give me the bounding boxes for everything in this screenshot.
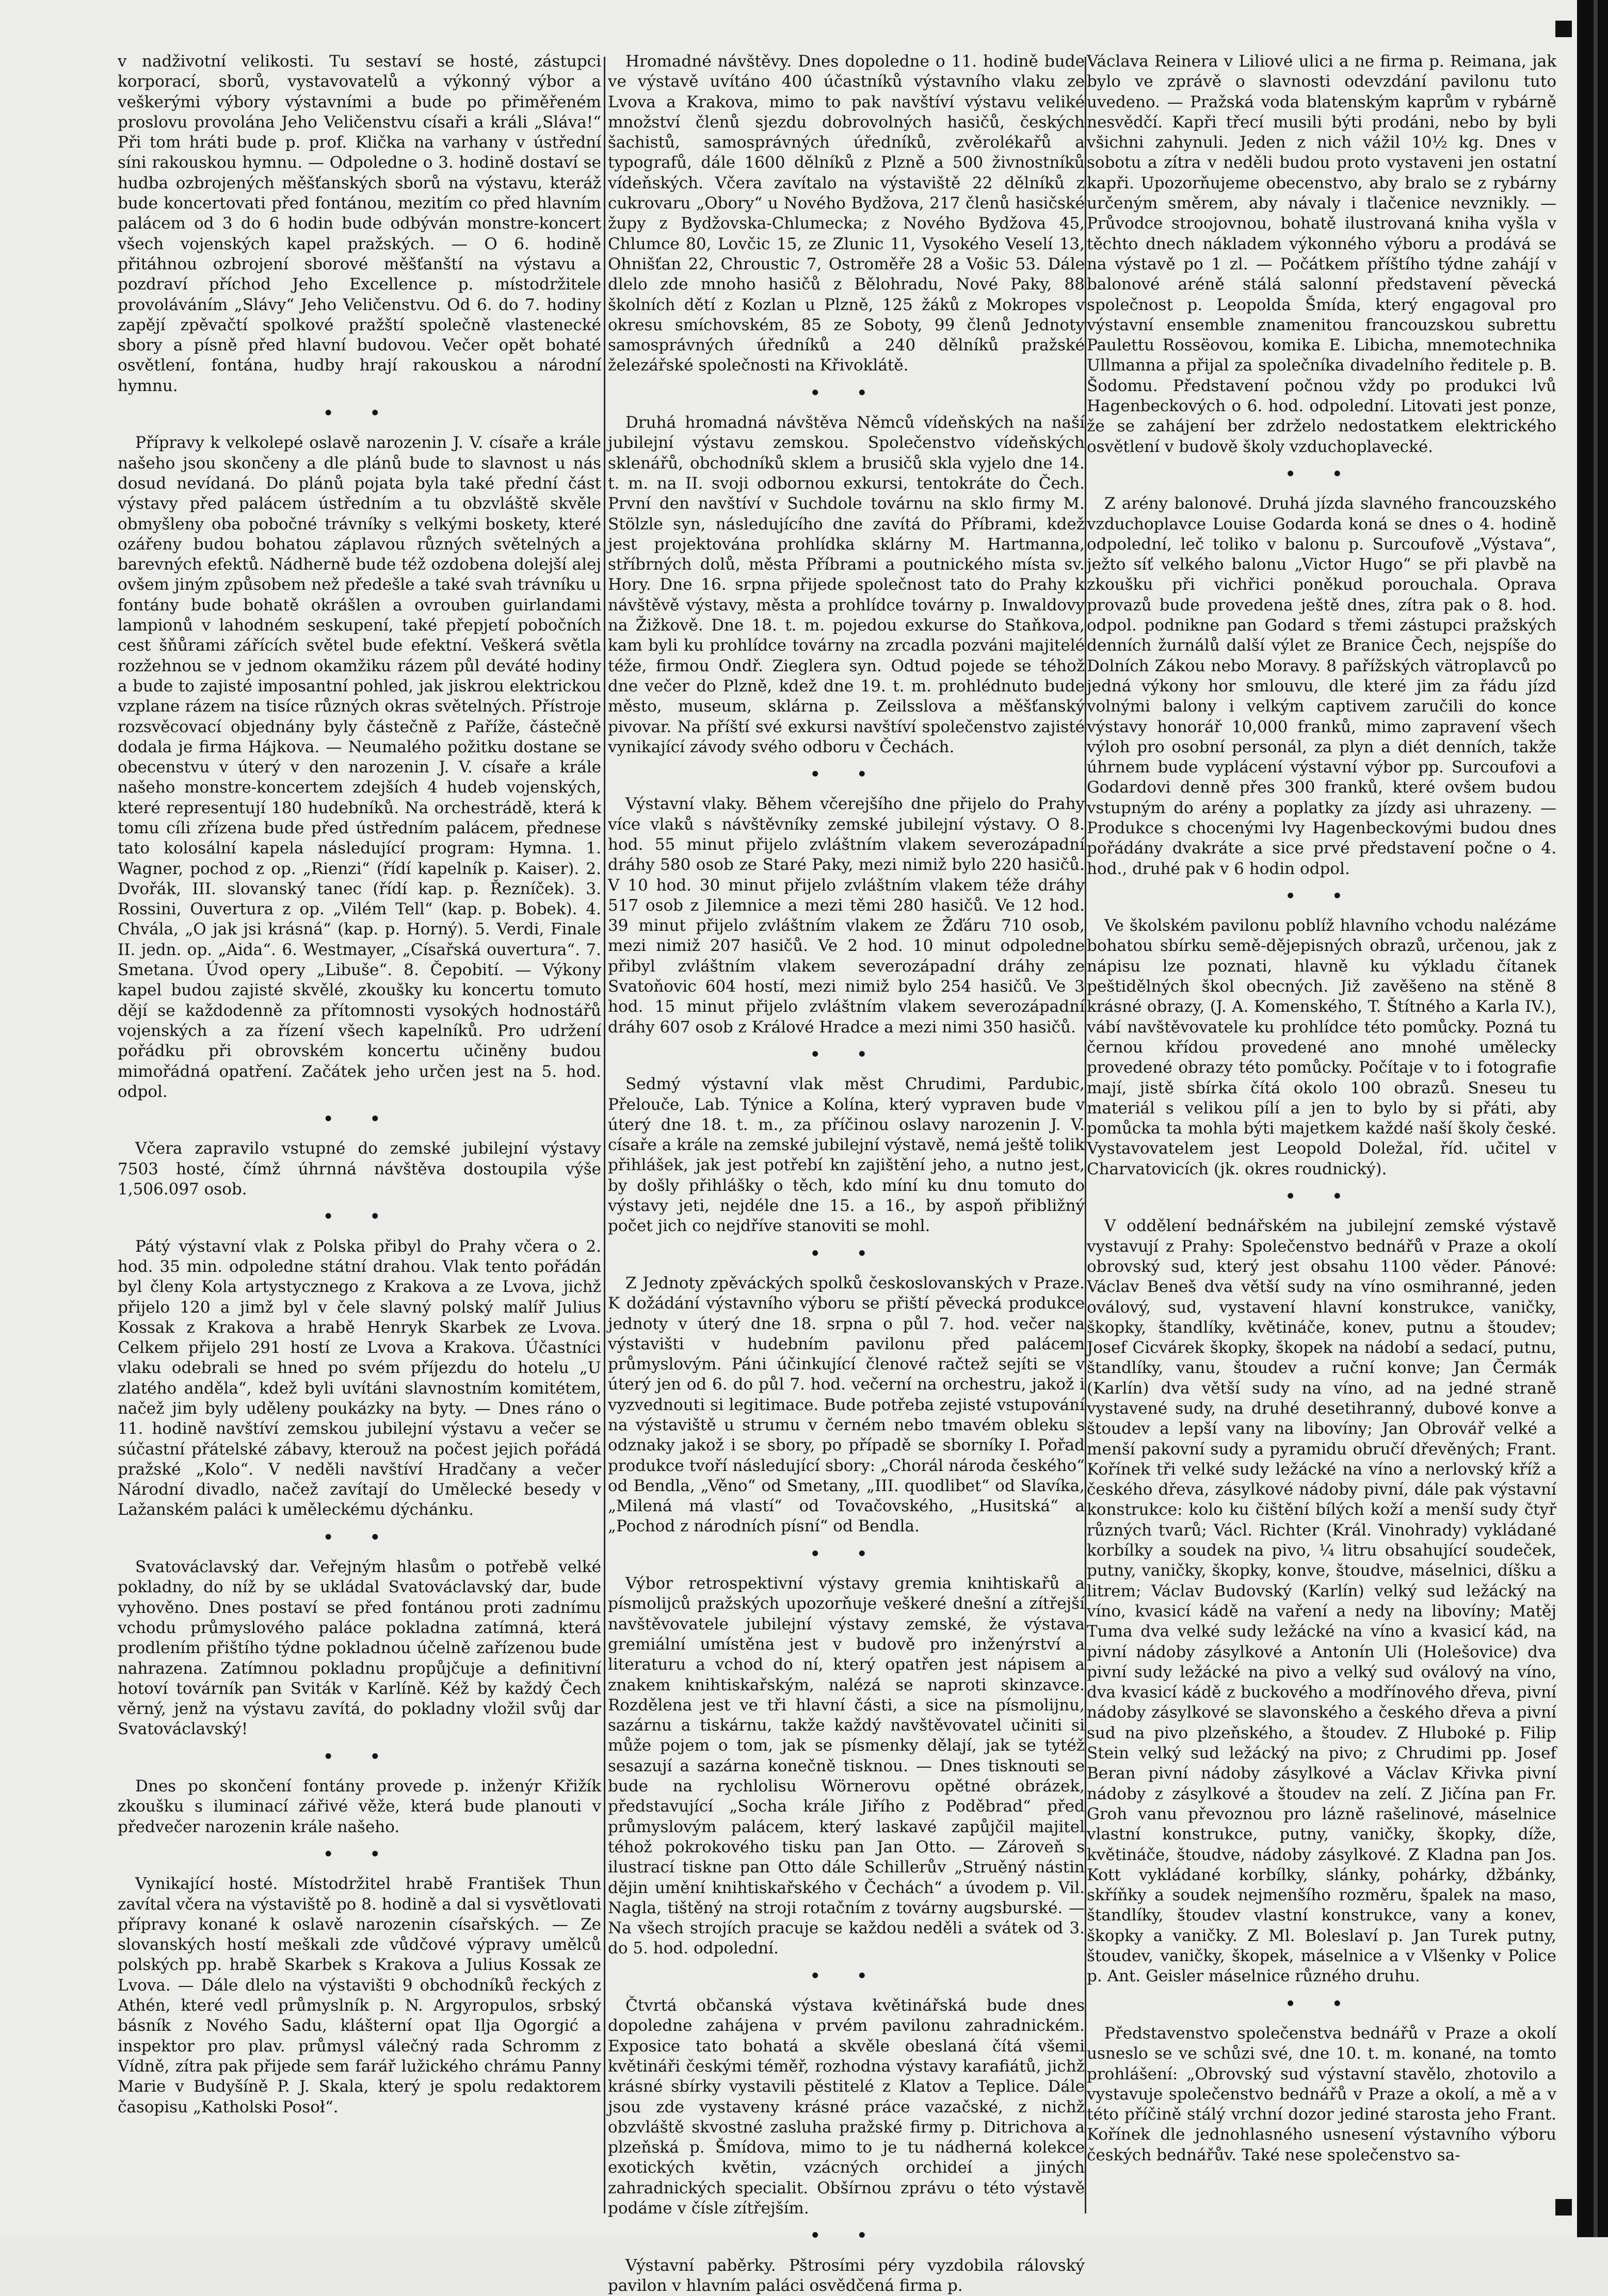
article-paragraph: Včera zapravilo vstupné do zemské jubilejní výstavy 7503 hosté, čímž úhrnná návštěva dostoupila výše 1,506.097 osob.	[118, 1139, 601, 1199]
section-divider: • •	[1285, 886, 1358, 906]
section-divider: • •	[323, 404, 396, 423]
section-divider: • •	[323, 1207, 396, 1226]
article-paragraph: Výstavní paběrky. Pštrosími péry vyzdobila rálovský pavilon v hlavním paláci osvědčená firma p.	[608, 2256, 1085, 2295]
section-divider: • •	[810, 383, 883, 402]
article-paragraph: Sedmý výstavní vlak měst Chrudimi, Pardubic, Přelouče, Lab. Týnice a Kolína, který vypraven bude v úterý dne 18. t. m., za příčinou oslavy narozenin J. V. císaře a krále na zemské jubilejní výstavě, nemá ještě tolik přihlášek, jak jest potřebí kn zajištění jeho, a nutno jest, by došly přihlášky o těch, kdo míní ku dnu tomuto do výstavy jeti, nejdéle dne 15. a 16., by aspoň přibližný počet jich co nejdříve stanoviti se mohl.	[608, 1075, 1085, 1236]
article-paragraph: Přípravy k velkolepé oslavě narozenin J. V. císaře a krále našeho jsou skončeny a dle plánů bude to slavnost u nás dosud nevídaná. Do plánů pojata byla také přední část výstavy před palácem ústředním a tu obzvláště skvěle obmyšleny oba pobočné trávníky s velkými boskety, které ozářeny budou bohatou záplavou různých světelných a barevných efektů. Nádherně bude též ozdobena dolejší alej ovšem jiným způsobem než předešle a také svah trávníku u fontány bude bohatě okrášlen a ovrouben guirlandami lampionů v lahodném seskupení, také přepjetí pobočních cest šňůrami zářících světel bude efektní. Veškerá světla rozžehnou se v jednom okamžiku rázem půl deváté hodiny a bude to zajisté imposantní pohled, jak jiskrou elektrickou vzplane rázem na tisíce různých okras světelných. Přístroje rozsvěcovací objednány byly částečně z Paříže, částečně dodala je firma Hájkova. — Neumalého požitku dostane se obecenstvu v úterý v den narozenin J. V. císaře a krále našeho monstre-koncertem zdejších 4 hudeb vojenských, které representují 180 hudebníků. Na orchestrádě, která k tomu cíli zřízena bude před ústředním palácem, přednese tato kolosální kapela následující program: Hymna. 1. Wagner, pochod z op. „Rienzi“ (řídí kapelník p. Kaiser). 2. Dvořák, III. slovanský tanec (řídí kap. p. Řezníček). 3. Rossini, Ouvertura z op. „Vilém Tell“ (kap. p. Bobek). 4. Chvála, „O jak jsi krásná“ (kap. p. Horný). 5. Verdi, Finale II. jedn. op. „Aida“. 6. Westmayer, „Císařská ouvertura“. 7. Smetana. Úvod opery „Libuše“. 8. Čepobití. — Výkony kapel budou zajisté skvělé, zkoušky ku koncertu tomuto dějí se každodenně za přítomnosti vysokých hodnostářů vojenských a za řízení všech kapelníků. Pro udržení pořádku při obrovském koncertu učiněny budou mimořádná opatření. Začátek jeho určen jest na 5. hod. odpol.	[118, 433, 601, 1101]
article-paragraph: Výbor retrospektivní výstavy gremia knihtiskařů a písmolijců pražských upozorňuje veškeré dnešní a zítřejší navštěvovatele jubilejní výstavy zemské, že výstava gremiální umístěna jest v budově pro inženýrství a literaturu a vchod do ní, který opatřen jest nápisem a znakem knihtiskařským, nalézá se naproti skinzavce. Rozdělena jest ve tři hlavní části, a sice na písmolijnu, sazárnu a tiskárnu, takže každý navštěvovatel učiniti si může pojem o tom, jak se písmenky dělají, jak se tytéž sesazují a sazárna konečně tisknou. — Dnes tisknouti se bude na rychlolisu Wörnerovu opětné obrázek, představující „Socha krále Jiřího z Poděbrad“ před průmyslovým palácem, který laskavé zapůjčil majitel téhož pokrokového tisku pan Jan Otto. — Zároveň s ilustrací tiskne pan Otto dále Schillerův „Struěný nástin dějin umění knihtiskařského v Čechách“ a úvodem p. Vil. Nagla, tištěný na stroji rotačním z továrny augsburské. — Na všech strojích pracuje se každou neděli a svátek od 3. do 5. hod. odpolední.	[608, 1574, 1085, 1958]
section-divider: • •	[810, 1544, 883, 1563]
section-divider: • •	[810, 1045, 883, 1064]
column-3	[1087, 52, 1556, 2211]
article-paragraph: Svatováclavský dar. Veřejným hlasům o potřebě velké pokladny, do níž by se ukládal Svatováclavský dar, bude vyhověno. Dnes postaví se před fontánou proti zadnímu vchodu průmyslového paláce pokladna zatímná, která prodlením přištího týdne pokladnou účelně zařízenou bude nahrazena. Zatímnou pokladnu propůjčuje a definitivní hotoví továrník pan Sviták v Karlíně. Kéž by každý Čech věrný, jenž na výstavu zavítá, do pokladny vložil svůj dar Svatováclavský!	[118, 1558, 601, 1739]
scan-marker	[1555, 2199, 1572, 2216]
scan-edge-line	[1594, 0, 1598, 2237]
article-paragraph: Z Jednoty zpěváckých spolků českoslovanských v Praze. K dožádání výstavního výboru se přiští pěvecká produkce jednoty v úterý dne 18. srpna o půl 7. hod. večer na výstavišti v hudebním pavilonu před palácem průmyslovým. Páni účinkující členové račtež sejíti se v úterý jen od 6. do půl 7. hod. večerní na orchestru, jakož i vyzvednouti si legitimace. Bude potřeba zejisté vstupování na výstaviště u strumu v černém nebo tmavém obleku s odznaky jakož i se sbory, po případě se sborníky I. Pořad produkce tvoří následující sbory: „Chorál národa českého“ od Bendla, „Věno“ od Smetany, „III. quodlibet“ od Slavíka, „Milená má vlastí“ od Tovačovského, „Husitská“ a „Pochod z národních písní“ od Bendla.	[608, 1273, 1085, 1536]
section-divider: • •	[810, 765, 883, 784]
article-paragraph: Ve školském pavilonu poblíž hlavního vchodu nalézáme bohatou sbírku semě-dějepisných obrazů, určenou, jak z nápisu lze poznati, hlavně ku výkladu čítanek peštidělných škol obecných. Již zavěšeno na stěně 8 krásné obrazy, (J. A. Komenského, T. Štítného a Karla IV.), vábí navštěvovatele ku prohlídce této pomůcky. Pozná tu černou křídou provedené ano mnohé umělecky provedené obrazy této pomůcky. Počítaje v to i fotografie mají, jistě sbírka čítá okolo 100 obrazů. Sneseu tu materiál s velikou pílí a jen to bylo by si přáti, aby pomůcka ta mohla býti majetkem každé naší školy české. Vystavovatelem jest Leopold Doležal, říd. učitel v Charvatovicích (jk. okres roudnický).	[1087, 916, 1556, 1178]
column-1	[118, 52, 601, 2211]
section-divider: • •	[810, 1244, 883, 1263]
section-divider: • •	[810, 1966, 883, 1985]
scan-edge	[1577, 0, 1608, 2237]
article-paragraph: Pátý výstavní vlak z Polska přibyl do Prahy včera o 2. hod. 35 min. odpoledne státní drahou. Vlak tento pořádán byl členy Kola artystycznego z Krakova a ze Lvova, jichž přijelo 120 a jimž byl v čele slavný polský malíř Julius Kossak z Krakova a hrabě Henryk Skarbek ze Lvova. Celkem přijelo 291 hostí ze Lvova a Krakova. Účastníci vlaku odebrali se hned po svém příjezdu do hotelu „U zlatého anděla“, kdež byli uvítáni slavnostním komitétem, načež jim byly uděleny poukázky na byty. — Dnes ráno o 11. hodině navštíví zemskou jubilejní výstavu a večer se súčastní přátelské zábavy, kterouž na počest jejich pořádá pražské „Kolo“. V neděli navštíví Hradčany a večer Národní divadlo, načež zavítají do Umělecké besedy v Lažanském paláci k uměleckému dýchánku.	[118, 1237, 601, 1519]
section-divider: • •	[1285, 1187, 1358, 1206]
scan-marker	[1555, 21, 1572, 37]
section-divider: • •	[1285, 464, 1358, 483]
article-paragraph: v nadživotní velikosti. Tu sestaví se hosté, zástupci korporací, sborů, vystavovatelů a výkonný výbor a veškerými výbory výstavními a bude po přiměřeném proslovu provolána Jeho Veličenstvu císaři a králi „Sláva!“ Při tom hráti bude p. prof. Klička na varhany v ústřední síni rakouskou hymnu. — Odpoledne o 3. hodině dostaví se hudba ozbrojených měšťanských sborů na výstavu, kteráž bude koncertovati před fontánou, mezitím co před hlavním palácem od 3 do 6 hodin bude odbýván monstre-koncert všech vojenských kapel pražských. — O 6. hodině přitáhnou ozbrojení sborové měšťanští na výstavu a pozdraví příchod Jeho Excellence p. místodržitele provoláváním „Slávy“ Jeho Veličenstvu. Od 6. do 7. hodiny zapějí zpěvačtí spolkové pražští společně vlastenecké sbory a písně před hlavní budovou. Večer opět bohaté osvětlení, fontána, hudby hrají rakouskou a národní hymnu.	[118, 52, 601, 395]
section-divider: • •	[810, 2226, 883, 2245]
section-divider: • •	[323, 1845, 396, 1864]
article-paragraph: Hromadné návštěvy. Dnes dopoledne o 11. hodině bude ve výstavě uvítáno 400 účastníků výstavního vlaku ze Lvova a Krakova, mimo to pak navštíví výstavu veliké množství členů sjezdu dobrovolných hasičů, českých šachistů, samosprávných úředníků, zvěrolékařů a typografů, dále 1600 dělníků z Plzně a 500 živnostníků vídeňských. Včera zavítalo na výstaviště 22 dělníků z cukrovaru „Obory“ u Nového Bydžova, 217 členů hasičské župy z Bydžovska-Chlumecka; z Nového Bydžova 45, Chlumce 80, Lovčic 15, ze Zlunic 11, Vysokého Veselí 13, Ohnišťan 22, Chroustic 7, Ostroměře 28 a Vošic 53. Dále dlelo zde mnoho hasičů z Bělohradu, Nové Paky, 88 školních dětí z Kozlan u Plzně, 125 žáků z Mokropes v okresu smíchovském, 85 ze Soboty, 99 členů Jednoty samosprávných úředníků a 240 dělníků pražské železářské společnosti na Křivoklátě.	[608, 52, 1085, 375]
column-rule	[604, 57, 605, 2213]
article-paragraph: V oddělení bednářském na jubilejní zemské výstavě vystavují z Prahy: Společenstvo bednářů v Praze a okolí obrovský sud, který jest obsahu 1100 věder. Pánové: Václav Beneš dva větší sudy na víno osmihranné, jeden oválový, sud, vystavení hlavní konstrukce, vaničky, škopky, štandlíky, květináče, konev, putnu a štoudev; Josef Cicvárek škopky, škopek na nádobí a sedací, putnu, štandlíky, vanu, štoudev a ruční konve; Jan Čermák (Karlín) dva větší sudy na víno, ad na jedné straně vystavené sudy, na druhé desetihranný, dubové konve a štoudev a lepší vany na libovíny; Jan Obrovář velké a menší pakovní sudy a pyramidu obručí dřevěných; Frant. Kořínek tři velké sudy ležácké na víno a nerlovský kříž a českého dřeva, zásylkové nádoby pivní, dále pak výstavní konstrukce: kolo ku čištění bílých koží a menší sudy čtyř různých tvarů; Václ. Richter (Král. Vinohrady) vykládané korbílky a soudek na pivo, ¼ litru obsahující soudeček, putny, vaničky, škopky, konve, štoudve, máselnici, díšku a litrem; Václav Budovský (Karlín) velký sud ležácký na víno, kvasicí kádě na vaření a nedy na libovíny; Matěj Tuma dva velké sudy ležácké na víno a kvasicí kád, na pivní nádoby zásylkové a Antonín Uli (Holešovice) dva pivní sudy ležácké na pivo a velký sud oválový na víno, dva kvasicí kádě z buckového a modřínového dřeva, pivní nádoby zásylkové se slavonského a českého dřeva a pivní sud na pivo plzeňského, a štoudev. Z Hluboké p. Filip Stein velký sud ležácký na pivo; z Chrudimi pp. Josef Beran pivní nádoby zásylkové a Václav Křivka pivní nádoby z zásylkové a štoudev na zelí. Z Jičína pan Fr. Groh vanu převoznou pro lázně rašelinové, máselnice vlastní konstrukce, putny, vaničky, škopky, díže, květináče, štoudve, nádoby zásylkové. Z Kladna pan Jos. Kott vykládané korbílky, slánky, pohárky, džbánky, skříňky a soudek nejmenšího rozměru, špalek na maso, štandlíky, štoudev vlastní konstrukce, vany a konev, škopky a vaničky. Z Ml. Boleslaví p. Jan Turek putny, štoudev, vaničky, škopek, máselnice a v Vlšenky v Police p. Ant. Geisler máselnice různého druhu.	[1087, 1217, 1556, 1986]
column-rule	[1085, 57, 1086, 2213]
section-divider: • •	[323, 1528, 396, 1547]
section-divider: • •	[1285, 1994, 1358, 2013]
column-2	[608, 52, 1085, 2295]
article-paragraph: Čtvrtá občanská výstava květinářská bude dnes dopoledne zahájena v prvém pavilonu zahradnickém. Exposice tato bohatá a skvěle obeslaná čítá všemi květináři českými téměř, rozhodna výstavy karafiátů, jichž krásné sbírky vystavili pěstitelé z Klatov a Teplice. Dále jsou zde vystaveny krásné práce vazačské, z nichž obzvláště skvostné zasluha pražské firmy p. Ditrichova a plzeňská p. Šmídova, mimo to je tu nádherná kolekce exotických květin, vzácných orchideí a jiných zahradnických specialit. Obšírnou zprávu o této výstavě podáme v čísle zítřejším.	[608, 1996, 1085, 2218]
article-paragraph: Druhá hromadná návštěva Němců vídeňských na naší jubilejní výstavu zemskou. Společenstvo vídeňských sklenářů, obchodníků sklem a brusičů skla vyjelo dne 14. t. m. na II. svoji odbornou exkursi, tentokráte do Čech. První den navštíví v Suchdole továrnu na sklo firmy M. Stölzle syn, následujícího dne zavítá do Příbrami, kdež jest projektována prohlídka sklárny M. Hartmanna, stříbrných dolů, města Příbrami a poutnického místa sv. Hory. Dne 16. srpna přijede společnost tato do Prahy k návštěvě výstavy, města a prohlídce továrny p. Inwaldovy na Žižkově. Dne 18. t. m. pojedou exkurse do Staňkova, kam byli ku prohlídce továrny na zrcadla pozváni majitelé téže, firmou Ondř. Zieglera syn. Odtud pojede se téhož dne večer do Plzně, kdež dne 19. t. m. prohlédnuto bude město, museum, sklárna p. Zeilsslova a měšťanský pivovar. Na příští své exkursi navštíví společenstvo zajisté vynikající závody svého odboru v Čechách.	[608, 413, 1085, 756]
section-divider: • •	[323, 1747, 396, 1766]
article-paragraph: Představenstvo společenstva bednářů v Praze a okolí usneslo se ve schůzi své, dne 10. t. m. konané, na tomto prohlášení: „Obrovský sud výstavní stavělo, zhotovilo a vystavuje společenstvo bednářů v Praze a okolí, a mě a v této příčině stálý vrchní dozor jediné starosta jeho Frant. Kořínek dle jednohlasného usnesení výstavního výboru českých bednářův. Také nese společenstvo sa-	[1087, 2024, 1556, 2164]
article-paragraph: Dnes po skončení fontány provede p. inženýr Křižík zkoušku s iluminací zářivé věže, která bude planouti v předvečer narozenin krále našeho.	[118, 1777, 601, 1836]
article-paragraph: Výstavní vlaky. Během včerejšího dne přijelo do Prahy více vlaků s návštěvníky zemské jubilejní výstavy. O 8. hod. 55 minut přijelo zvláštním vlakem severozápadní dráhy 580 osob ze Staré Paky, mezi nimiž bylo 220 hasičů. V 10 hod. 30 minut přijelo zvláštním vlakem téže dráhy 517 osob z Jilemnice a mezi těmi 280 hasičů. Ve 12 hod. 39 minut přijelo zvláštním vlakem ze Žďáru 710 osob, mezi nimiž 207 hasičů. Ve 2 hod. 10 minut odpoledne přibyl zvláštním vlakem severozápadní dráhy ze Svatoňovic 604 hostí, mezi nimiž bylo 254 hasičů. Ve 3 hod. 15 minut přijelo zvláštním vlakem severozápadní dráhy 607 osob z Králové Hradce a mezi nimi 350 hasičů.	[608, 795, 1085, 1037]
article-paragraph: Vynikající hosté. Místodržitel hrabě František Thun zavítal včera na výstaviště po 8. hodině a dal si vysvětlovati přípravy konané k oslavě narozenin císařských. — Ze slovanských hostí meškali zde vůdčové výpravy umělců polských pp. hrabě Skarbek s Krakova a Julius Kossak ze Lvova. — Dále dlelo na výstavišti 9 obchodníků řeckých z Athén, které vedl průmyslník p. N. Argyropulos, srbský básník z Nového Sadu, klášterní opat Ilja Ogorgić a inspektor pro plav. průmysl válečný rada Schromm z Vídně, zítra pak přijede sem farář lužického chrámu Panny Marie v Budyšíně P. J. Skala, který je spolu redaktorem časopisu „Katholski Posoł“.	[118, 1874, 601, 2116]
article-paragraph: Václava Reinera v Liliové ulici a ne firma p. Reimana, jak bylo ve zprávě o slavnosti odevzdání pavilonu tuto uvedeno. — Pražská voda blatenským kaprům v rybárně nesvědčí. Kapři třecí musili býti prodáni, nebo by byli všichni zahynuli. Jeden z nich vážil 10½ kg. Dnes v sobotu a zítra v neděli budou proto vystaveni jen ostatní kapři. Upozorňujeme obecenstvo, aby bralo se z rybárny určeným směrem, aby návaly i tlačenice nevznikly. — Průvodce stroojovnou, bohatě ilustrovaná kniha vyšla v těchto dnech nákladem výkonného výboru a prodává se na výstavě po 1 zl. — Počátkem příštího týdne zahájí v balonové aréně stálá salonní představení pěvecká společnost p. Leopolda Šmída, který engagoval pro výstavní ensemble znamenitou francouzskou subrettu Paulettu Rossëovou, komika E. Libicha, mnemotechnika Ullmanna a přijal za společníka divadelního ředitele p. B. Šodomu. Představení počnou vždy po produkci lvů Hagenbeckových o 6. hod. odpolední. Litovati jest ponze, že se zahájení ber zdrželo nedostatkem elektrického osvětlení v budově školy vzduchoplavecké.	[1087, 52, 1556, 456]
section-divider: • •	[323, 1110, 396, 1129]
article-paragraph: Z arény balonové. Druhá jízda slavného francouzského vzduchoplavce Louise Godarda koná se dnes o 4. hodině odpolední, leč toliko v balonu p. Surcoufově „Výstava“, ježto síť velkého balonu „Victor Hugo“ se při plavbě na zkoušku při vichřici poněkud porouchala. Oprava provazů bude provedena ještě dnes, zítra pak o 8. hod. odpol. podnikne pan Godard s třemi zástupci pražských denních žurnálů další výlet ze Branice Čech, nejspíše do Dolních Zákou nebo Moravy. 8 pařížských vätroplavců po jedná výkony hor smlouvu, dle které jim za řádu jízd volnými balony i velkým captivem zaručili do konce výstavy honorář 10,000 franků, mimo zapravení všech výloh pro osobní personál, za plyn a diét denních, takže úhrnem bude vyplácení výstavní výbor pp. Surcoufovi a Godardovi denně přes 300 franků, které ovšem budou vstupným do arény a poplatky za jízdy asi uhrazeny. — Produkce s chocenými lvy Hagenbeckovými budou dnes pořádány dvakráte a sice prvé představení počne o 4. hod., druhé pak v 6 hodin odpol.	[1087, 494, 1556, 878]
